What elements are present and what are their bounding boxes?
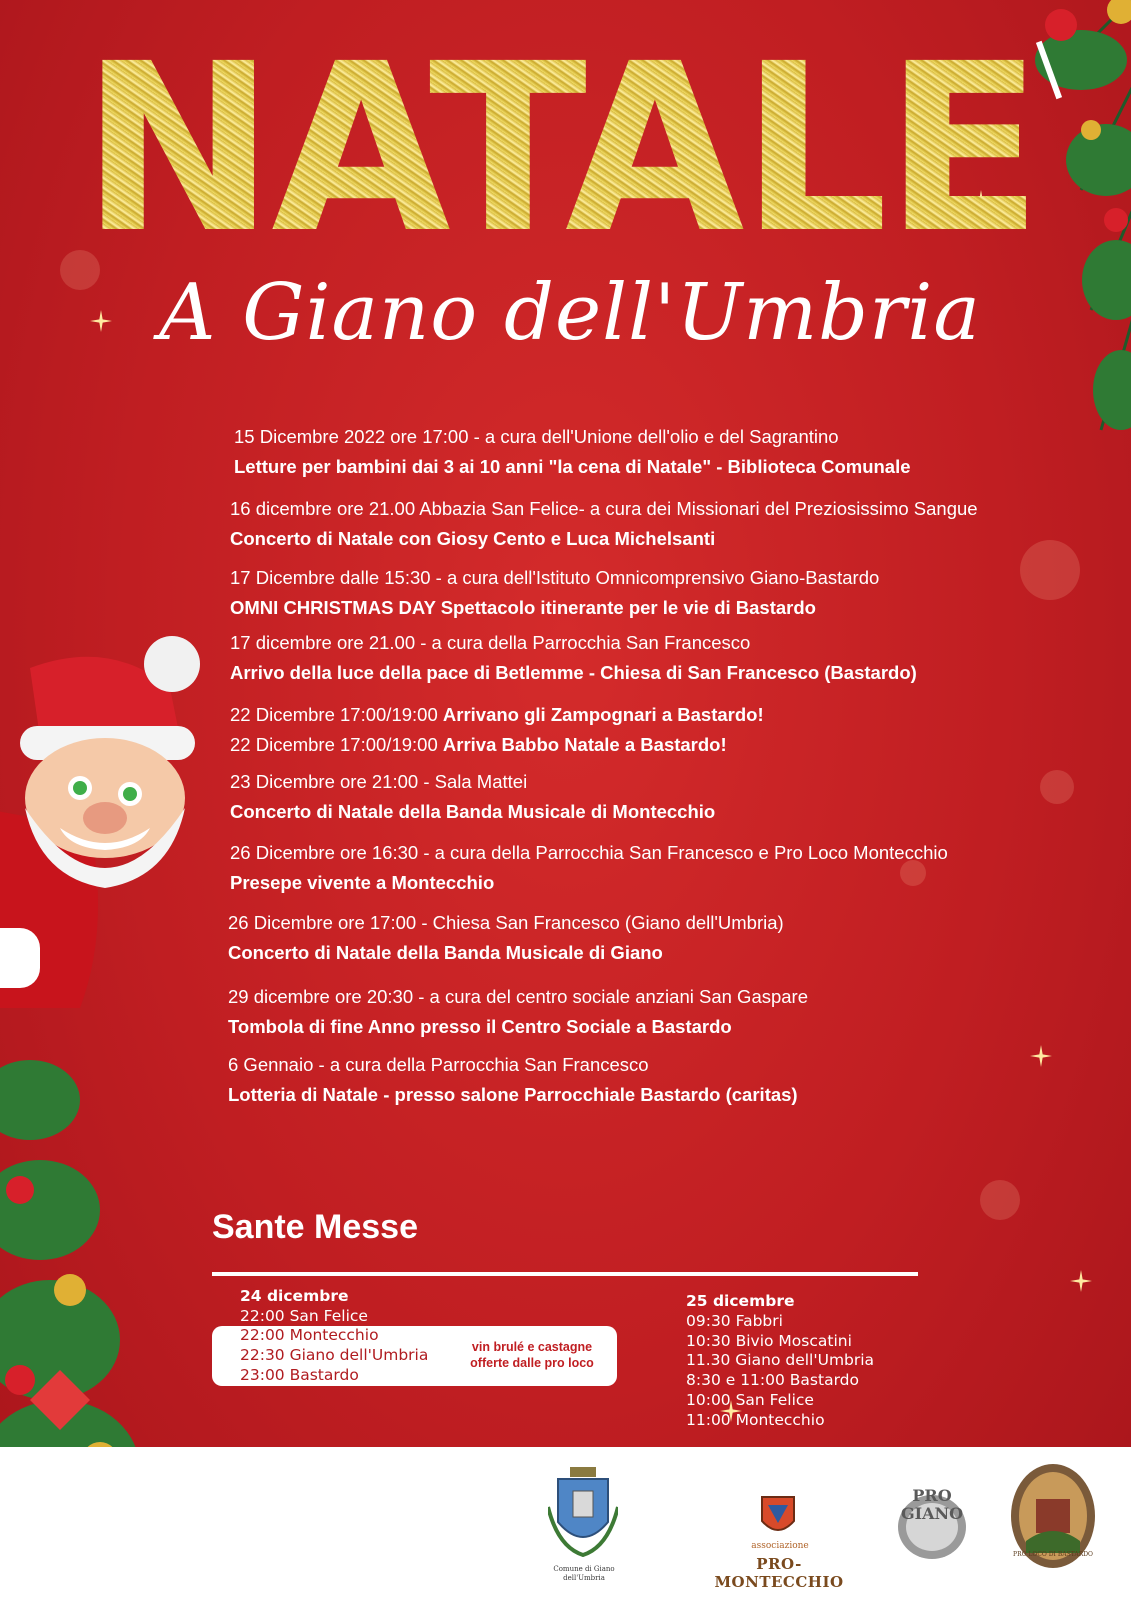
masses-dec24-heading: 24 dicembre (240, 1287, 349, 1305)
pro-montecchio-small-label: associazione (751, 1541, 809, 1551)
event-item (230, 563, 879, 623)
sparkle-icon (1030, 1045, 1052, 1067)
event-title: Arriva Babbo Natale a Bastardo! (442, 734, 727, 755)
event-title: Concerto di Natale con Giosy Cento e Luca Michelsanti (230, 528, 716, 549)
event-item (230, 628, 917, 688)
event-item (228, 908, 784, 968)
pro-montecchio-shield-logo (760, 1495, 796, 1539)
event-details: 15 Dicembre 2022 ore 17:00 - a cura dell'Unione dell'olio e del Sagrantino (234, 426, 839, 447)
event-details: 17 Dicembre dalle 15:30 - a cura dell'Istituto Omnicomprensivo Giano-Bastardo (230, 567, 880, 588)
bokeh-light (980, 1180, 1020, 1220)
comune-crest-logo (548, 1467, 618, 1557)
mass-time: 22:00 Montecchio (240, 1326, 379, 1344)
event-item (230, 494, 978, 554)
event-title: Lotteria di Natale - presso salone Parrocchiale Bastardo (caritas) (228, 1084, 798, 1105)
masses-dec24-highlighted (240, 1326, 428, 1385)
event-item (234, 422, 911, 482)
event-details: 26 Dicembre ore 16:30 - a cura della Parrocchia San Francesco e Pro Loco Montecchio (230, 842, 948, 863)
event-title: Tombola di fine Anno presso il Centro Sociale a Bastardo (228, 1016, 732, 1037)
pro-loco-bastardo-label: PRO LOCO DI BASTARDO (1013, 1551, 1093, 1558)
sponsor-footer (0, 1447, 1131, 1600)
mass-time: 10:00 San Felice (686, 1390, 814, 1409)
comune-caption: Comune di Giano dell'Umbria (553, 1565, 615, 1582)
mass-time: 23:00 Bastardo (240, 1365, 359, 1384)
event-item (230, 838, 948, 898)
mulled-wine-note: vin brulé e castagne offerte dalle pro loco (470, 1340, 594, 1370)
event-details: 26 Dicembre ore 17:00 - Chiesa San Francesco (Giano dell'Umbria) (228, 912, 784, 933)
event-details: 22 Dicembre 17:00/19:00 (230, 734, 443, 755)
event-details: 16 dicembre ore 21.00 Abbazia San Felice- a cura dei Missionari del Preziosissimo Sangue (230, 498, 978, 519)
event-title: OMNI CHRISTMAS DAY Spettacolo itinerante per le vie di Bastardo (230, 597, 816, 618)
event-details: 17 dicembre ore 21.00 - a cura della Parrocchia San Francesco (230, 632, 751, 653)
event-title: Arrivo della luce della pace di Betlemme - Chiesa di San Francesco (Bastardo) (230, 662, 917, 683)
pro-giano-label: PRO GIANO (900, 1486, 964, 1523)
event-details: 6 Gennaio - a cura della Parrocchia San Francesco (228, 1054, 649, 1075)
event-line (230, 700, 764, 730)
page-title: NATALE (40, 42, 1080, 257)
mass-time: 22:00 San Felice (240, 1306, 368, 1325)
event-item (228, 1050, 798, 1110)
event-item (228, 982, 808, 1042)
masses-dec25-column (686, 1292, 874, 1431)
bokeh-light (1040, 770, 1074, 804)
event-details: 23 Dicembre ore 21:00 - Sala Mattei (230, 771, 528, 792)
masses-dec24-column (240, 1287, 368, 1327)
event-line (230, 730, 764, 760)
event-details: 22 Dicembre 17:00/19:00 (230, 704, 443, 725)
mass-time: 8:30 e 11:00 Bastardo (686, 1371, 859, 1390)
masses-dec25-heading: 25 dicembre (686, 1292, 795, 1310)
event-title: Letture per bambini dai 3 ai 10 anni "la cena di Natale" - Biblioteca Comunale (234, 456, 911, 477)
event-details: 29 dicembre ore 20:30 - a cura del centro sociale anziani San Gaspare (228, 986, 809, 1007)
event-title: Concerto di Natale della Banda Musicale di Montecchio (230, 801, 716, 822)
sparkle-icon (90, 310, 112, 332)
event-title: Presepe vivente a Montecchio (230, 872, 495, 893)
bokeh-light (1020, 540, 1080, 600)
mass-time: 10:30 Bivio Moscatini (686, 1331, 852, 1350)
mass-time: 22:30 Giano dell'Umbria (240, 1345, 429, 1364)
sparkle-icon (1070, 1270, 1092, 1292)
event-title: Concerto di Natale della Banda Musicale di Giano (228, 942, 663, 963)
masses-divider (212, 1272, 918, 1276)
page-subtitle: A Giano dell'Umbria (159, 268, 981, 358)
event-title: Arrivano gli Zampognari a Bastardo! (442, 704, 764, 725)
mass-time: 11.30 Giano dell'Umbria (686, 1351, 875, 1370)
pro-montecchio-name: PRO-MONTECCHIO (714, 1555, 844, 1591)
event-item (230, 700, 764, 760)
mass-time: 11:00 Montecchio (686, 1410, 825, 1429)
santa-claus-illustration (0, 628, 220, 1028)
event-item (230, 767, 715, 827)
masses-heading: Sante Messe (212, 1208, 418, 1246)
mass-time: 09:30 Fabbri (686, 1311, 783, 1330)
